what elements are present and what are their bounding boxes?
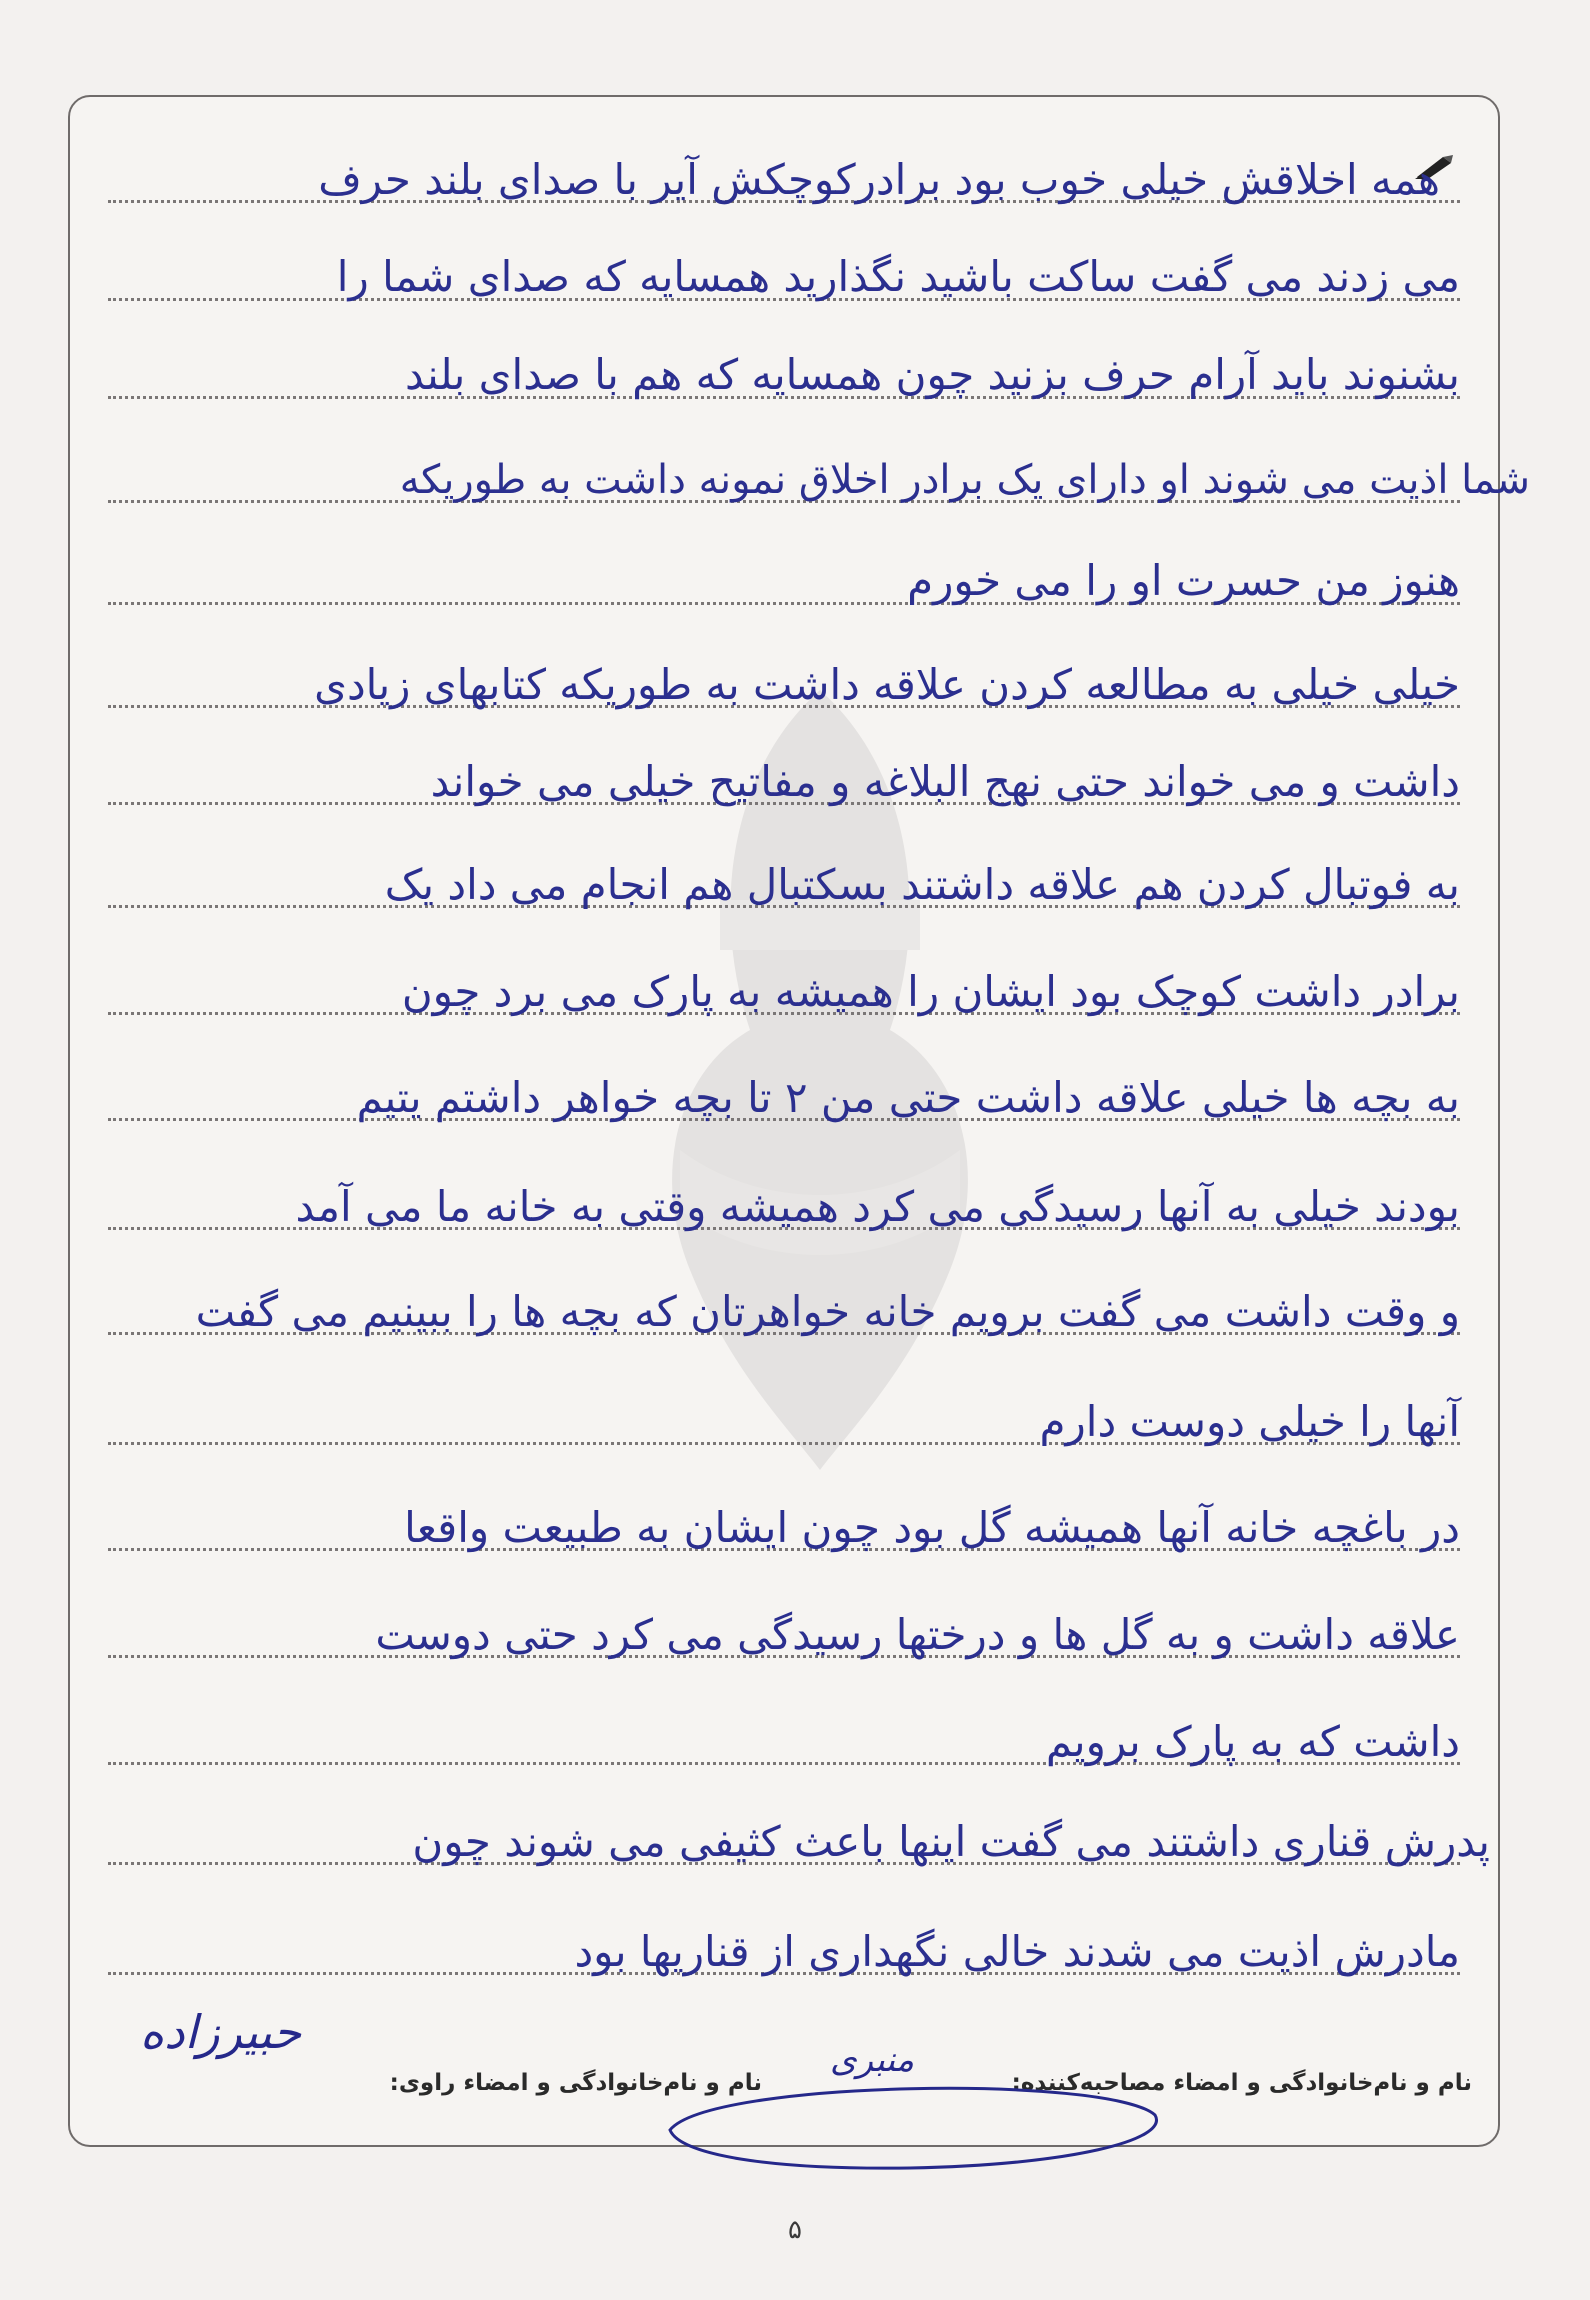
handwritten-line: هنوز من حسرت او را می خورم [907, 556, 1460, 605]
handwritten-line: و وقت داشت می گفت برویم خانه خواهرتان که بچه ها را ببینیم می گفت [195, 1287, 1460, 1336]
handwritten-line: به فوتبال کردن هم علاقه داشتند بسکتبال هم انجام می داد یک [384, 860, 1460, 909]
handwritten-line: همه اخلاقش خیلی خوب بود برادرکوچکش آیر با صدای بلند حرف [318, 155, 1440, 204]
handwritten-line: بودند خیلی به آنها رسیدگی می کرد همیشه وقتی به خانه ما می آمد [295, 1182, 1460, 1231]
narrator-signature-label: نام و نام‌خانوادگی و امضاء راوی: [389, 2070, 762, 2096]
handwritten-line: آنها را خیلی دوست دارم [1039, 1397, 1460, 1446]
narrator-signature: حبیرزاده [140, 2005, 302, 2059]
handwritten-line: می زدند می گفت ساکت باشید نگذارید همسایه که صدای شما را [336, 252, 1460, 301]
signature-flourish [650, 2070, 1170, 2180]
handwritten-line: به بچه ها خیلی علاقه داشت حتی من ۲ تا بچه خواهر داشتم یتیم [356, 1073, 1460, 1122]
handwritten-line: پدرش قناری داشتند می گفت اینها باعث کثیفی می شوند چون [412, 1817, 1490, 1866]
handwritten-line: برادر داشت کوچک بود ایشان را همیشه به پارک می برد چون [401, 967, 1460, 1016]
handwritten-line: خیلی خیلی به مطالعه کردن علاقه داشت به طوریکه کتابهای زیادی [314, 660, 1460, 709]
interviewer-signature: منبری [830, 2040, 915, 2080]
interviewer-signature-label: نام و نام‌خانوادگی و امضاء مصاحبه‌کننده: [1011, 2070, 1472, 2096]
handwritten-line: شما اذیت می شوند او دارای یک برادر اخلاق نمونه داشت به طوریکه [399, 457, 1530, 503]
handwritten-line: علاقه داشت و به گل ها و درختها رسیدگی می کرد حتی دوست [375, 1610, 1460, 1659]
page-number: ۵ [788, 2215, 802, 2245]
handwritten-line: بشنوند باید آرام حرف بزنید چون همسایه که هم با صدای بلند [405, 350, 1460, 399]
handwritten-line: مادرش اذیت می شدند خالی نگهداری از قناریها بود [574, 1927, 1460, 1976]
handwritten-line: داشت که به پارک برویم [1045, 1717, 1460, 1766]
handwritten-line: در باغچه خانه آنها همیشه گل بود چون ایشان به طبیعت واقعا [404, 1503, 1460, 1552]
handwritten-line: داشت و می خواند حتی نهج البلاغه و مفاتیح خیلی می خواند [430, 757, 1460, 806]
